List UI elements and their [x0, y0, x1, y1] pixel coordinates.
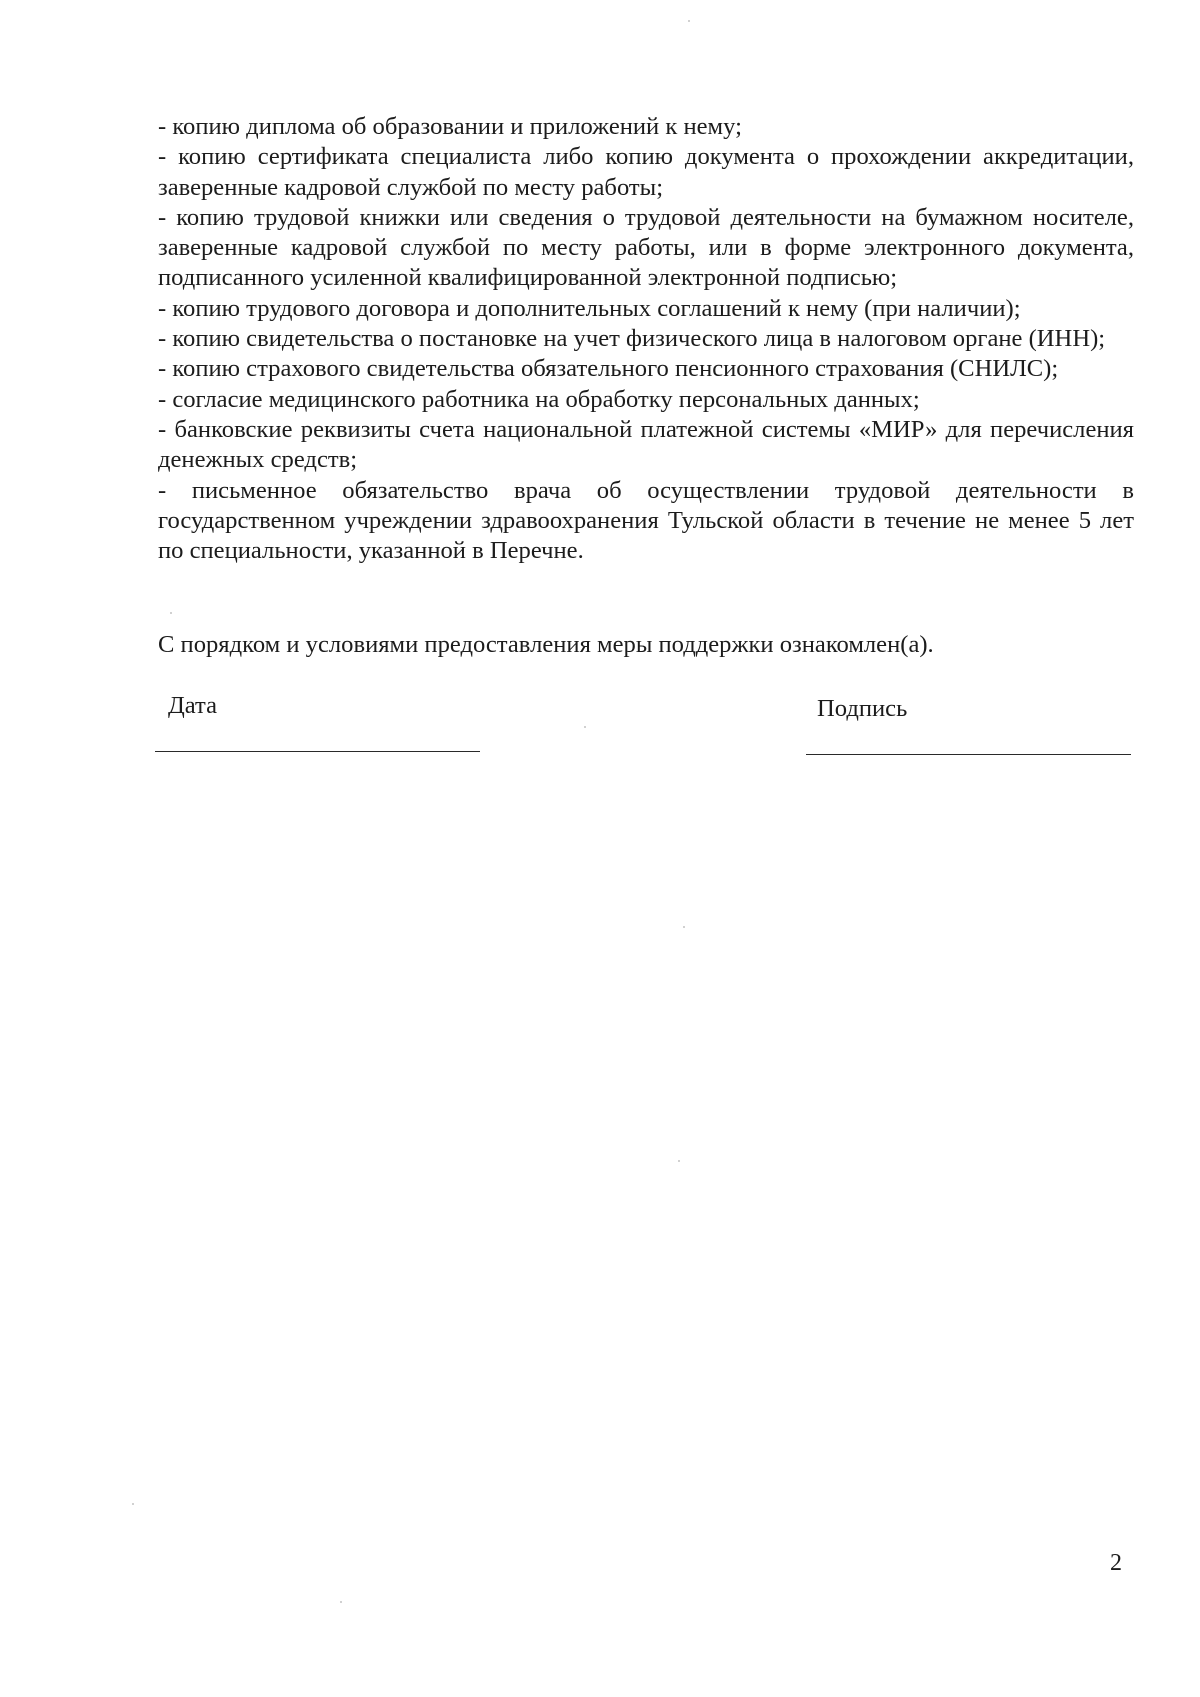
list-item: - копию трудовой книжки или сведения о трудовой деятельности на бумажном носителе, заверенные кадровой службой по месту работы, или в форме электронного документа, подписанного усиленной квалифицированной электронной подписью; — [158, 203, 1134, 292]
list-item: - копию диплома об образовании и приложений к нему; — [158, 113, 742, 140]
list-item: - согласие медицинского работника на обработку персональных данных; — [158, 385, 920, 413]
scan-speck — [340, 1601, 342, 1603]
required-documents-list — [158, 112, 1134, 566]
scan-speck — [688, 20, 690, 22]
list-item: - копию трудового договора и дополнительных соглашений к нему (при наличии); — [158, 294, 1021, 322]
page-number: 2 — [1110, 1550, 1122, 1576]
scan-speck — [132, 1503, 134, 1505]
list-item: - банковские реквизиты счета национальной платежной системы «МИР» для перечисления денежных средств; — [158, 415, 1134, 474]
scan-speck — [683, 926, 685, 928]
signature-line — [806, 754, 1131, 755]
date-line — [155, 751, 480, 752]
list-item: - письменное обязательство врача об осуществлении трудовой деятельности в государственном учреждении здравоохранения Тульской области в течение не менее 5 лет по специальности, указанной в Перечне. — [158, 476, 1134, 565]
scan-speck — [678, 1160, 680, 1162]
scan-speck — [170, 612, 172, 614]
signature-label: Подпись — [817, 695, 908, 722]
list-item: - копию свидетельства о постановке на учет физического лица в налоговом органе (ИНН); — [158, 325, 1106, 353]
list-item: - копию сертификата специалиста либо копию документа о прохождении аккредитации, заверенные кадровой службой по месту работы; — [158, 143, 1134, 201]
list-item: - копию страхового свидетельства обязательного пенсионного страхования (СНИЛС); — [158, 355, 1059, 383]
scan-speck — [584, 726, 586, 728]
acknowledgement-text: С порядком и условиями предоставления меры поддержки ознакомлен(а). — [158, 631, 934, 658]
date-label: Дата — [168, 692, 218, 719]
